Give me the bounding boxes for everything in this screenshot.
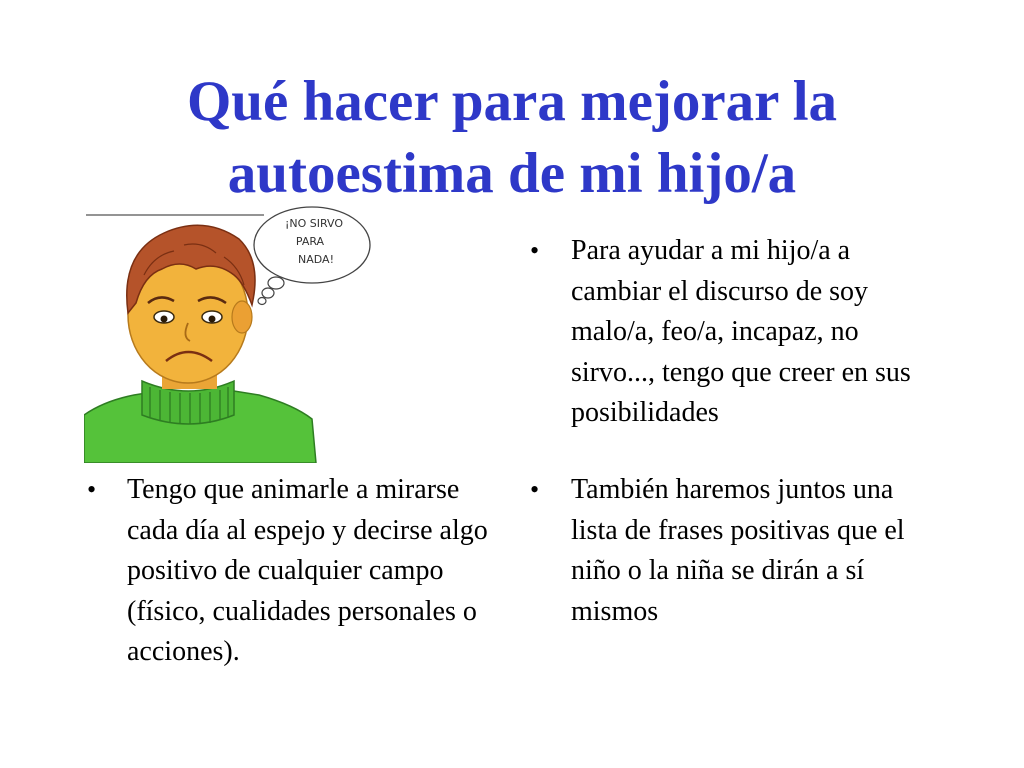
sad-boy-illustration	[84, 205, 374, 463]
slide-title-line-2: autoestima de mi hijo/a	[227, 142, 797, 205]
bullet-text-right-bottom: También haremos juntos una lista de frases positivas que el niño o la niña se dirán a sí mismos	[571, 474, 905, 627]
thought-bubble-line-3: NADA!	[298, 253, 334, 266]
slide-title	[0, 66, 1024, 210]
bullet-marker: •	[530, 236, 540, 265]
pupil-left	[161, 316, 168, 323]
thought-bubble-line-2: PARA	[295, 235, 325, 248]
bullet-marker: •	[530, 475, 540, 504]
thought-dot-2	[262, 288, 274, 298]
bullet-item-right-top	[530, 231, 950, 441]
thought-bubble-line-1: ¡NO SIRVO	[284, 217, 344, 230]
thought-dot-3	[258, 298, 266, 305]
thought-dot-1	[268, 277, 284, 289]
pupil-right	[209, 316, 216, 323]
bullet-item-left-bottom	[87, 470, 507, 720]
ear	[232, 301, 252, 333]
bullet-marker: •	[87, 475, 97, 504]
sad-boy-drawing	[84, 205, 374, 463]
bullet-text-right-top: Para ayudar a mi hijo/a a cambiar el discurso de soy malo/a, feo/a, incapaz, no sirvo..., tengo que creer en sus posibilidades	[571, 235, 911, 428]
slide-title-line-1: Qué hacer para mejorar la	[186, 70, 838, 133]
bullet-item-right-bottom	[530, 470, 950, 640]
bullet-text-left-bottom: Tengo que animarle a mirarse cada día al espejo y decirse algo positivo de cualquier campo (físico, cualidades personales o acciones).	[127, 474, 488, 667]
